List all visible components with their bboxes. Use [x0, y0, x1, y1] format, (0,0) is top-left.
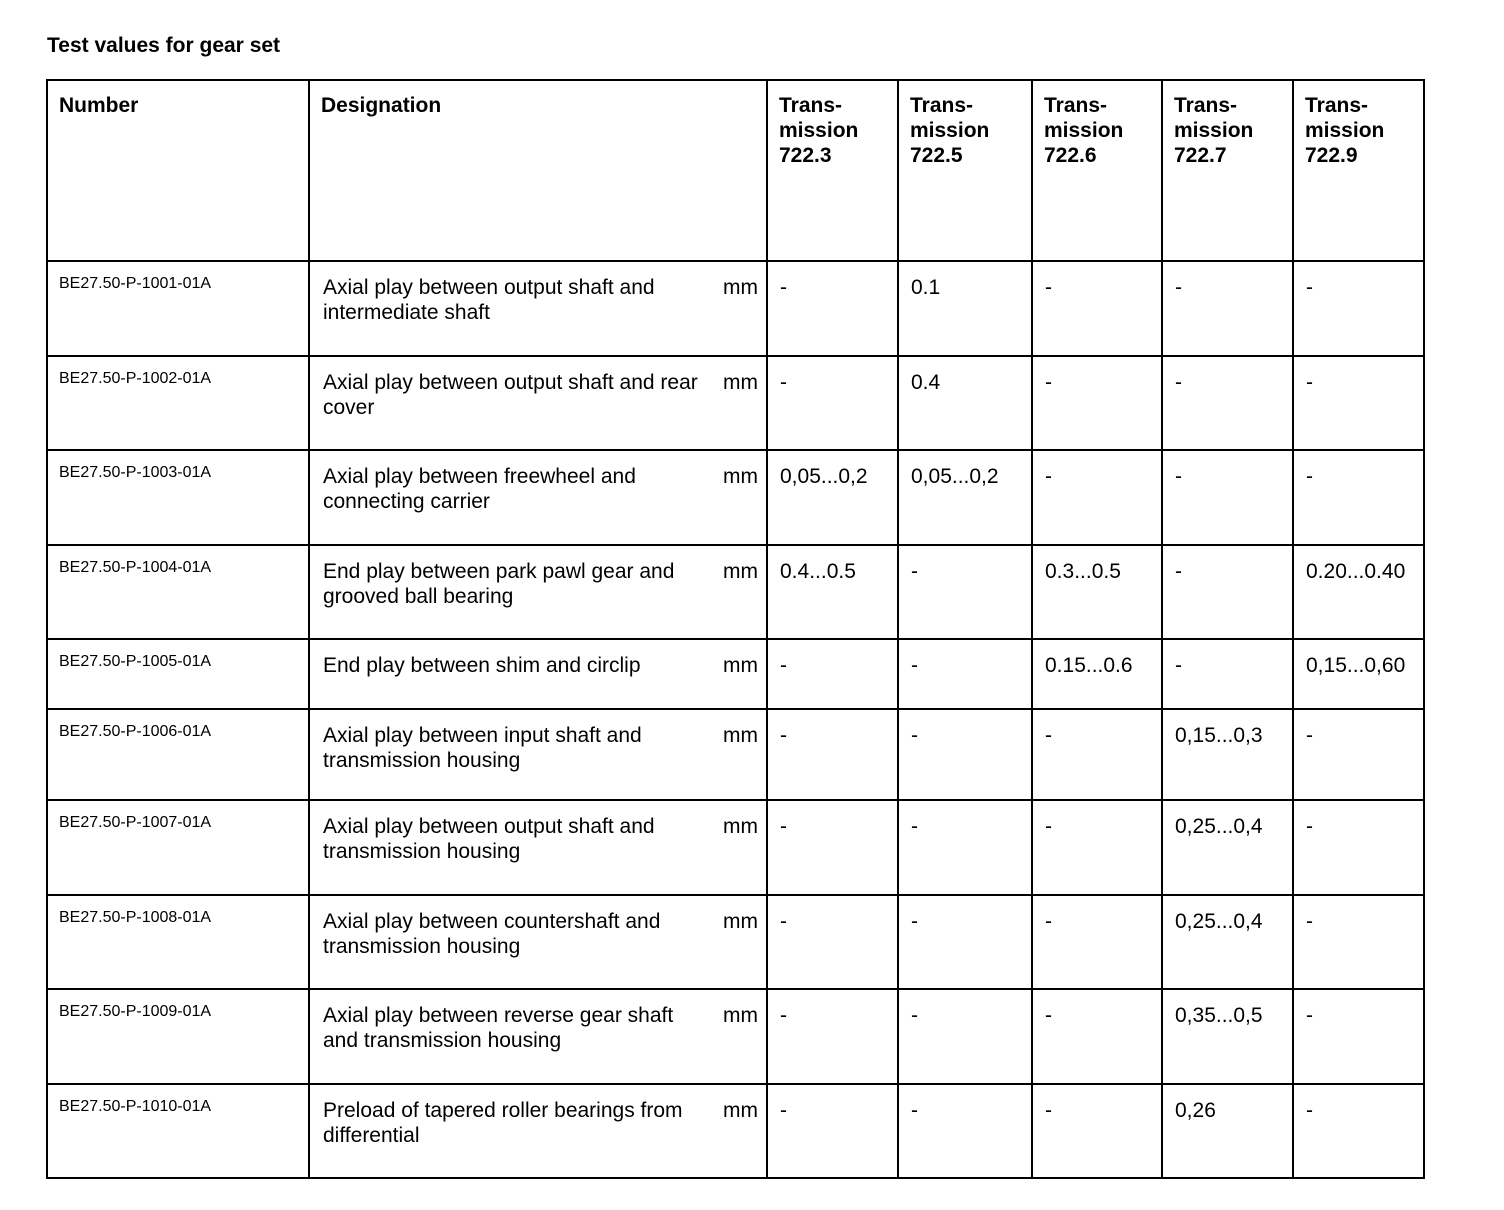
row-designation: Axial play between input shaft and transmission housing	[323, 724, 642, 772]
row-number: BE27.50-P-1008-01A	[47, 895, 309, 989]
row-value: -	[1293, 800, 1424, 895]
row-designation: Axial play between freewheel and connecting carrier	[323, 465, 636, 513]
table-row	[47, 450, 1424, 545]
row-value: 0.3...0.5	[1032, 545, 1162, 639]
row-value: 0.20...0.40	[1293, 545, 1424, 639]
row-number: BE27.50-P-1001-01A	[47, 261, 309, 356]
table-row	[47, 800, 1424, 895]
table-row	[47, 545, 1424, 639]
row-value: -	[1162, 545, 1293, 639]
row-value: -	[1293, 709, 1424, 800]
row-designation-cell	[309, 639, 767, 709]
row-value: -	[1032, 709, 1162, 800]
row-number: BE27.50-P-1009-01A	[47, 989, 309, 1084]
row-value: -	[767, 800, 898, 895]
row-value: -	[1293, 989, 1424, 1084]
table-row	[47, 709, 1424, 800]
table-row	[47, 639, 1424, 709]
row-unit: mm	[723, 724, 758, 747]
row-value: 0,25...0,4	[1162, 895, 1293, 989]
table-row	[47, 261, 1424, 356]
row-value: -	[1032, 895, 1162, 989]
row-designation: Axial play between countershaft and transmission housing	[323, 910, 661, 958]
row-value: -	[1162, 356, 1293, 450]
row-value: -	[898, 895, 1032, 989]
header-transmission: Trans- mission 722.9	[1293, 80, 1424, 261]
row-value: 0,05...0,2	[767, 450, 898, 545]
row-designation: Axial play between output shaft and intermediate shaft	[323, 276, 655, 324]
row-value: -	[1293, 1084, 1424, 1178]
row-unit: mm	[723, 560, 758, 583]
row-number: BE27.50-P-1003-01A	[47, 450, 309, 545]
row-value: -	[898, 545, 1032, 639]
row-designation: End play between shim and circlip	[323, 654, 641, 677]
header-transmission: Trans- mission 722.5	[898, 80, 1032, 261]
row-unit: mm	[723, 276, 758, 299]
table-row	[47, 895, 1424, 989]
row-value: 0,26	[1162, 1084, 1293, 1178]
row-value: 0.15...0.6	[1032, 639, 1162, 709]
header-transmission: Trans- mission 722.6	[1032, 80, 1162, 261]
row-value: -	[767, 356, 898, 450]
row-value: -	[1162, 261, 1293, 356]
row-value: -	[898, 639, 1032, 709]
row-value: 0,35...0,5	[1162, 989, 1293, 1084]
row-value: -	[767, 989, 898, 1084]
row-value: -	[1293, 261, 1424, 356]
row-value: -	[1032, 800, 1162, 895]
row-value: -	[1162, 450, 1293, 545]
row-number: BE27.50-P-1004-01A	[47, 545, 309, 639]
row-designation-cell	[309, 450, 767, 545]
row-designation-cell	[309, 895, 767, 989]
row-value: -	[1032, 261, 1162, 356]
row-value: -	[898, 709, 1032, 800]
row-value: -	[767, 1084, 898, 1178]
table-row	[47, 989, 1424, 1084]
row-value: -	[767, 261, 898, 356]
row-value: 0,15...0,60	[1293, 639, 1424, 709]
row-value: 0.4...0.5	[767, 545, 898, 639]
header-transmission: Trans- mission 722.3	[767, 80, 898, 261]
row-designation: Preload of tapered roller bearings from differential	[323, 1099, 683, 1147]
row-designation: Axial play between output shaft and rear cover	[323, 371, 698, 419]
row-unit: mm	[723, 1099, 758, 1122]
row-designation: End play between park pawl gear and grooved ball bearing	[323, 560, 675, 608]
row-designation-cell	[309, 356, 767, 450]
row-designation-cell	[309, 989, 767, 1084]
row-value: 0,25...0,4	[1162, 800, 1293, 895]
row-value: 0,15...0,3	[1162, 709, 1293, 800]
row-value: -	[898, 1084, 1032, 1178]
page-title: Test values for gear set	[47, 34, 281, 57]
row-number: BE27.50-P-1010-01A	[47, 1084, 309, 1178]
table-row	[47, 356, 1424, 450]
row-value: -	[1032, 450, 1162, 545]
row-unit: mm	[723, 1004, 758, 1027]
row-designation-cell	[309, 800, 767, 895]
row-unit: mm	[723, 371, 758, 394]
row-value: -	[1032, 989, 1162, 1084]
row-number: BE27.50-P-1002-01A	[47, 356, 309, 450]
header-number: Number	[47, 80, 309, 261]
row-number: BE27.50-P-1007-01A	[47, 800, 309, 895]
header-designation: Designation	[309, 80, 767, 261]
row-designation-cell	[309, 709, 767, 800]
table-row	[47, 1084, 1424, 1178]
row-value: -	[1293, 356, 1424, 450]
row-designation: Axial play between reverse gear shaft and transmission housing	[323, 1004, 674, 1052]
row-value: -	[1032, 1084, 1162, 1178]
header-transmission: Trans- mission 722.7	[1162, 80, 1293, 261]
test-values-table	[46, 79, 1425, 1179]
row-unit: mm	[723, 465, 758, 488]
row-value: -	[767, 639, 898, 709]
row-value: -	[898, 800, 1032, 895]
row-designation-cell	[309, 261, 767, 356]
row-value: 0.1	[898, 261, 1032, 356]
row-number: BE27.50-P-1005-01A	[47, 639, 309, 709]
header-row	[47, 80, 1424, 261]
row-value: -	[1162, 639, 1293, 709]
row-value: -	[767, 895, 898, 989]
row-value: 0.4	[898, 356, 1032, 450]
row-designation-cell	[309, 545, 767, 639]
row-value: 0,05...0,2	[898, 450, 1032, 545]
row-value: -	[1293, 895, 1424, 989]
row-unit: mm	[723, 910, 758, 933]
row-value: -	[767, 709, 898, 800]
row-designation: Axial play between output shaft and transmission housing	[323, 815, 655, 863]
row-number: BE27.50-P-1006-01A	[47, 709, 309, 800]
row-unit: mm	[723, 815, 758, 838]
row-value: -	[1293, 450, 1424, 545]
row-unit: mm	[723, 654, 758, 677]
row-value: -	[898, 989, 1032, 1084]
row-designation-cell	[309, 1084, 767, 1178]
row-value: -	[1032, 356, 1162, 450]
